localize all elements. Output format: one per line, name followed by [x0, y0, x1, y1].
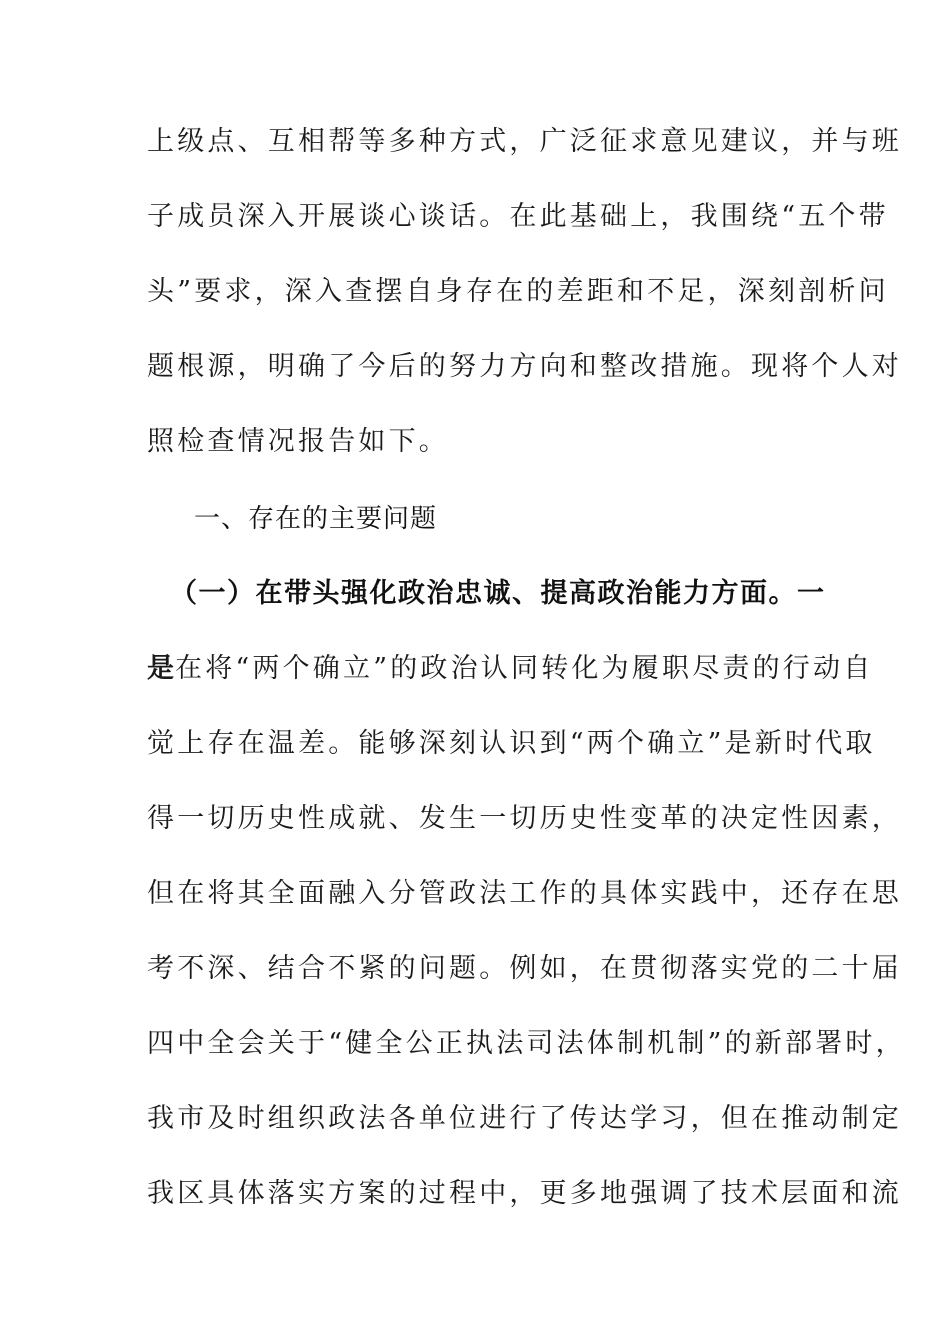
subsection-heading: （一）在带头强化政治忠诚、提高政治能力方面。一	[170, 578, 826, 609]
intro-line-5: 照检查情况报告如下。	[147, 426, 449, 457]
intro-line-3: 头”要求，深入查摆自身存在的差距和不足，深刻剖析问	[147, 276, 889, 307]
body-line-2: 觉上存在温差。能够深刻认识到“两个确立”是新时代取	[147, 728, 876, 759]
body-line-4: 但在将其全面融入分管政法工作的具体实践中，还存在思	[147, 878, 902, 909]
body-line-7: 我市及时组织政法各单位进行了传达学习，但在推动制定	[147, 1103, 902, 1134]
body-line-1-rest: 在将“两个确立”的政治认同转化为履职尽责的行动自	[175, 653, 874, 684]
section-heading: 一、存在的主要问题	[194, 504, 438, 534]
body-line-6: 四中全会关于“健全公正执法司法体制机制”的新部署时，	[147, 1028, 906, 1059]
intro-line-1: 上级点、互相帮等多种方式，广泛征求意见建议，并与班	[147, 126, 902, 157]
body-bold-lead: 是	[147, 653, 175, 684]
body-line-5: 考不深、结合不紧的问题。例如，在贯彻落实党的二十届	[147, 953, 902, 984]
intro-line-4: 题根源，明确了今后的努力方向和整改措施。现将个人对	[147, 351, 902, 382]
body-line-3: 得一切历史性成就、发生一切历史性变革的决定性因素，	[147, 803, 902, 834]
intro-line-2: 子成员深入开展谈心谈话。在此基础上，我围绕“五个带	[147, 201, 889, 232]
body-line-8: 我区具体落实方案的过程中，更多地强调了技术层面和流	[147, 1178, 902, 1209]
body-line-1	[147, 651, 874, 687]
